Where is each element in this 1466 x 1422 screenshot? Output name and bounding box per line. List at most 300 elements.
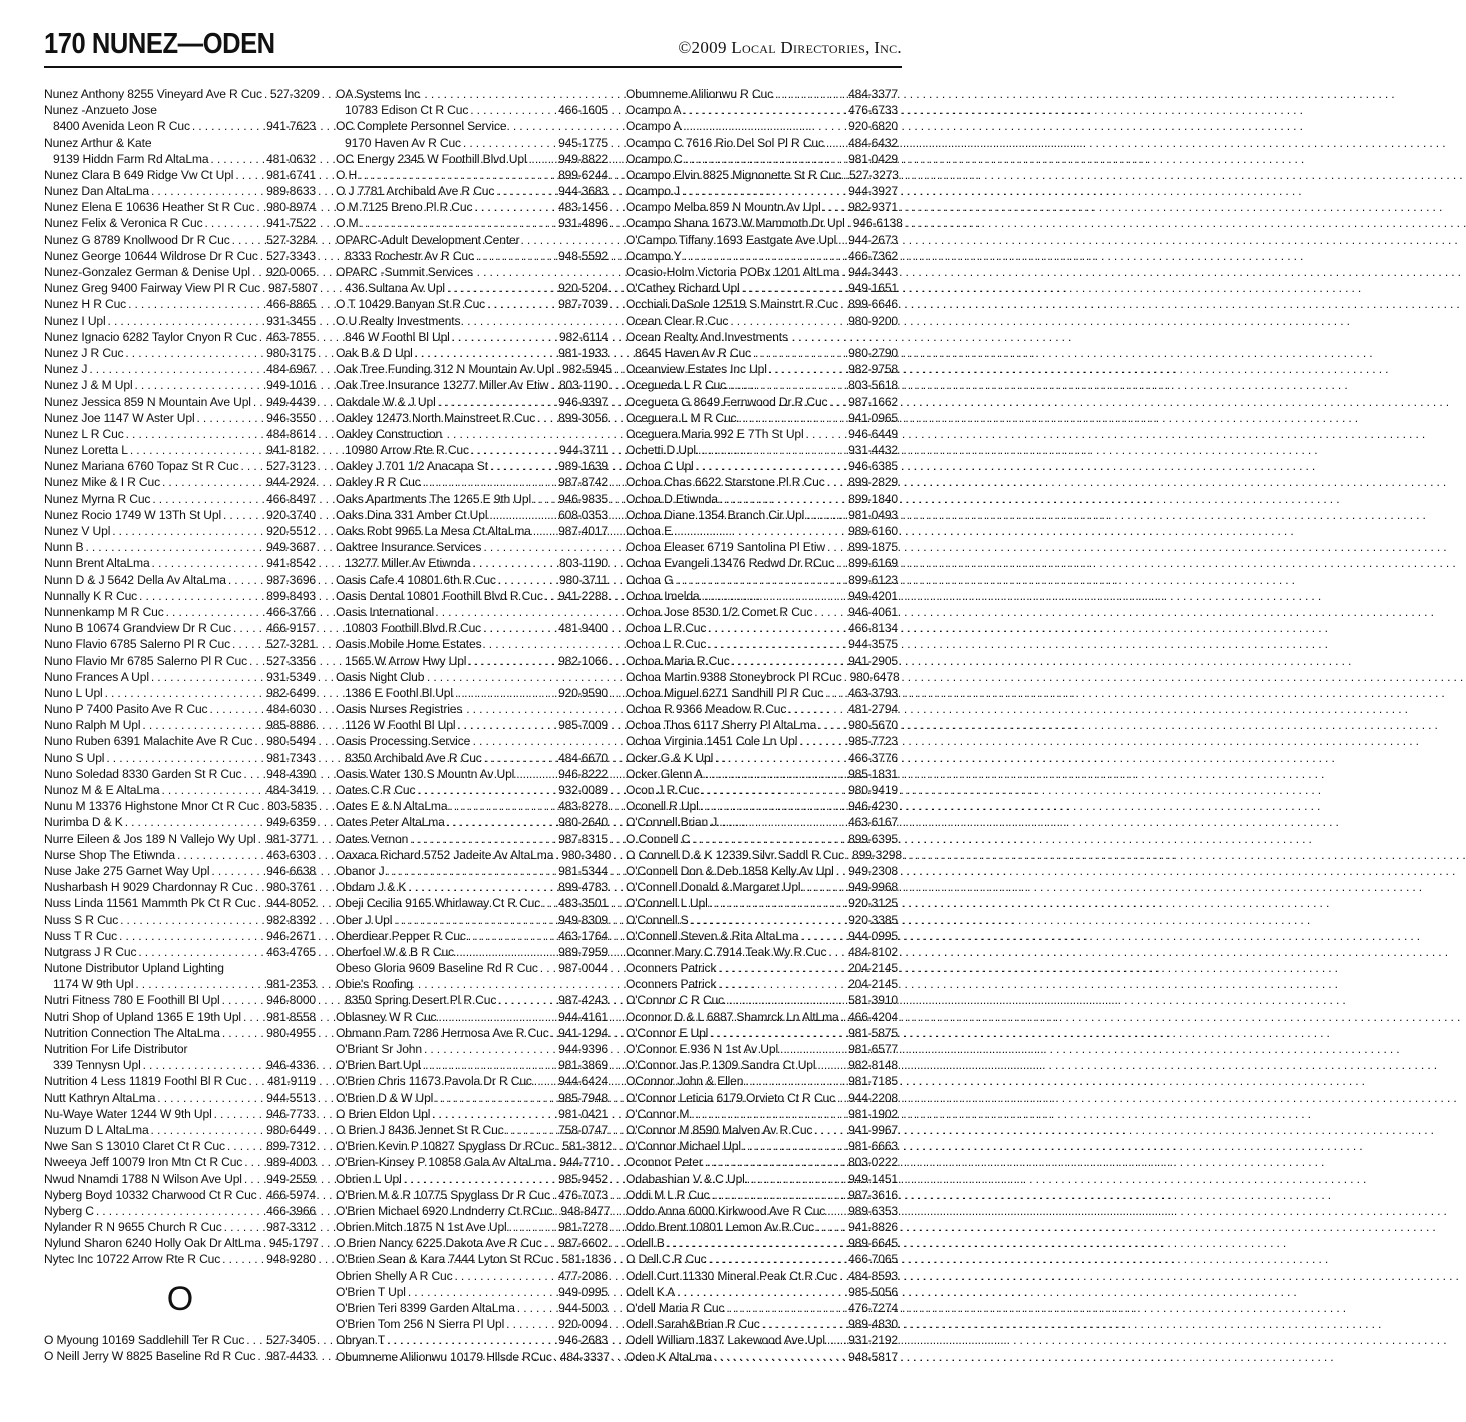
listing-entry <box>44 831 316 847</box>
listing-entry <box>44 1138 316 1154</box>
listing-entry <box>626 1122 898 1138</box>
listing-phone: 981-8558 <box>266 1009 316 1024</box>
listing-entry <box>336 847 612 863</box>
listing-entry <box>336 151 608 167</box>
listing-name: Nwe San S 13010 Claret Ct R Cuc <box>44 1139 225 1154</box>
dot-leader <box>732 653 846 669</box>
listing-entry <box>336 1009 608 1025</box>
listing-name: O'Connor C R Cuc <box>626 993 725 1008</box>
listing-phone: 527-3356 <box>266 653 316 668</box>
listing-phone: 981-1933 <box>558 345 608 360</box>
listing-entry <box>336 1316 608 1332</box>
listing-entry <box>626 1090 898 1106</box>
listing-name: Ocampo J <box>626 184 680 199</box>
listing-entry <box>626 798 898 814</box>
listing-entry <box>44 1009 316 1025</box>
listing-name: Obumneme Alilionwu 10179 Hllsde RCuc <box>336 1349 552 1364</box>
listing-entry <box>626 523 898 539</box>
listing-entry <box>336 1252 612 1268</box>
listing-name: Oaks Apartments The 1265 E 9th Upl <box>336 491 532 506</box>
listing-entry <box>626 814 898 830</box>
dot-leader <box>674 523 846 539</box>
dot-leader <box>438 1009 556 1025</box>
listing-entry <box>44 669 316 685</box>
listing-entry <box>336 1187 608 1203</box>
dot-leader <box>846 847 850 863</box>
dot-leader <box>827 539 846 555</box>
listing-phone: 476-6733 <box>848 103 898 118</box>
listing-entry <box>44 604 316 620</box>
listing-name: Oates Vernon <box>336 831 409 846</box>
dot-leader <box>244 1154 264 1170</box>
dot-leader <box>554 1203 558 1219</box>
listing-name: Ocon J R Cuc <box>626 783 700 798</box>
listing-entry <box>336 410 608 426</box>
dot-leader <box>542 895 556 911</box>
listing-entry <box>626 960 898 976</box>
listing-name: O Brien Eldon Upl <box>336 1106 431 1121</box>
listing-entry <box>626 232 898 248</box>
listing-name: O'Connor Jas P 1309 Sandra Ct Upl <box>626 1058 816 1073</box>
dot-leader <box>806 507 846 523</box>
listing-phone: 949-6359 <box>266 815 316 830</box>
listing-entry <box>626 766 898 782</box>
dot-leader <box>817 1057 846 1073</box>
dot-leader <box>142 717 264 733</box>
listing-name: Oden K AltaLma <box>626 1349 712 1364</box>
listing-name: O'Brien Tom 256 N Sierra Pl Upl <box>336 1317 505 1332</box>
listing-entry <box>44 782 316 798</box>
listing-entry <box>626 895 898 911</box>
listing-name: Nunez Myrna R Cuc <box>44 491 151 506</box>
listing-phone: 920-5204 <box>558 281 608 296</box>
dot-leader <box>166 604 264 620</box>
listing-entry <box>626 539 898 555</box>
listing-entry <box>44 264 316 280</box>
listing-phone: 944-3711 <box>558 443 608 458</box>
listing-name: Ochoa Evangeli 13476 Redwd Dr RCuc <box>626 556 834 571</box>
listing-entry <box>44 410 316 426</box>
dot-leader <box>472 555 557 571</box>
listing-name: Nutri Fitness 780 E Foothill Bl Upl <box>44 993 220 1008</box>
dot-leader <box>263 1235 267 1251</box>
dot-leader <box>498 992 556 1008</box>
listing-entry <box>336 1284 608 1300</box>
listing-phone: 608-0353 <box>558 507 608 522</box>
listing-phone: 466-8865 <box>266 297 316 312</box>
listing-name: O'Campo Tiffany 1693 Eastgate Ave Upl <box>626 232 837 247</box>
listing-phone: 948-8477 <box>560 1203 611 1218</box>
listing-name: Nunez J <box>44 362 88 377</box>
listing-name: OC Complete Personnel Service <box>336 119 507 134</box>
dot-leader <box>775 86 846 102</box>
dot-leader <box>126 426 264 442</box>
dot-leader <box>705 1154 846 1170</box>
listing-entry <box>626 1106 898 1122</box>
listing-name: O M 7125 Breno Pl R Cuc <box>336 200 473 215</box>
dot-leader <box>134 377 264 393</box>
listing-phone: 989-4003 <box>266 1155 316 1170</box>
dot-leader <box>259 1187 265 1203</box>
listing-phone: 944-3683 <box>558 184 608 199</box>
listing-entry <box>626 118 898 134</box>
dot-leader <box>359 167 556 183</box>
listing-phone: 920-3385 <box>848 912 898 927</box>
dot-leader <box>456 944 556 960</box>
listing-name: Ocampo Melba 859 N Mountn Av Upl <box>626 200 821 215</box>
listing-phone: 981-5875 <box>848 1025 898 1040</box>
listing-phone: 931-2192 <box>848 1333 898 1348</box>
listing-name: O H <box>336 167 358 182</box>
listing-phone: 481-9119 <box>266 1074 316 1089</box>
listing-name: Oakdale W & J Upl <box>336 394 436 409</box>
listing-entry <box>336 782 608 798</box>
dot-leader <box>106 750 264 766</box>
listing-phone: 987-0044 <box>558 961 608 976</box>
listing-name: Odabashian V & C Upl <box>626 1171 745 1186</box>
listing-name: Oasis International <box>336 604 434 619</box>
dot-leader <box>745 1073 846 1089</box>
listing-name: Ochoa G <box>626 572 674 587</box>
listing-name: Ochoa R 9366 Meadow R Cuc <box>626 702 787 717</box>
listing-name: Obrien Mitch 1875 N 1st Ave Upl <box>336 1220 507 1235</box>
listing-phone: 946-4061 <box>848 604 898 619</box>
listing-phone: 899-6395 <box>848 831 898 846</box>
listing-phone: 981-1902 <box>848 1106 898 1121</box>
listing-name: Oaks Robt 9965 La Mesa Ct AltaLma <box>336 524 531 539</box>
listing-phone: 481-2794 <box>848 702 898 717</box>
listing-name: Odell K A <box>626 1284 676 1299</box>
listing-phone: 985-9452 <box>558 1171 608 1186</box>
dot-leader <box>243 766 264 782</box>
listing-entry <box>44 798 316 814</box>
listing-name: Nuno Flavio 6785 Salerno Pl R Cuc <box>44 637 230 652</box>
dot-leader <box>125 814 264 830</box>
listing-entry <box>626 1138 898 1154</box>
listing-name: Oakley 12473 North Mainstreet R Cuc <box>336 410 536 425</box>
listing-entry <box>336 1332 608 1348</box>
dot-leader <box>438 394 556 410</box>
dot-leader <box>747 1171 846 1187</box>
listing-name: Oasis Nurses Registries <box>336 702 463 717</box>
dot-leader <box>151 1122 265 1138</box>
listing-name: Nuno Frances A Upl <box>44 669 149 684</box>
listing-phone: 949-2559 <box>266 1171 316 1186</box>
dot-leader <box>222 992 265 1008</box>
listing-phone: 981-6741 <box>266 167 316 182</box>
listing-entry <box>44 1122 316 1138</box>
listing-phone: 946-6138 <box>852 216 903 231</box>
listing-phone: 946-4336 <box>266 1058 316 1073</box>
listing-name: Nuno B 10674 Grandview Dr R Cuc <box>44 621 231 636</box>
listing-name: Obeji Cecilia 9165 Whirlaway Ct R Cuc <box>336 896 541 911</box>
listing-phone: 980-4955 <box>266 1025 316 1040</box>
dot-leader <box>85 539 264 555</box>
listing-phone: 944-2924 <box>266 475 316 490</box>
listing-name: O Neill Jerry W 8825 Baseline Rd R Cuc <box>44 1348 256 1363</box>
dot-leader <box>533 491 556 507</box>
dot-leader <box>423 1057 556 1073</box>
listing-name: Obeso Gloria 9609 Baseline Rd R Cuc <box>336 961 538 976</box>
listing-entry <box>626 1252 898 1268</box>
listing-phone: 941-2288 <box>558 588 608 603</box>
dot-leader <box>718 976 846 992</box>
listing-name: 1126 W Foothl Bl Upl <box>345 718 456 733</box>
dot-leader <box>120 912 264 928</box>
dot-leader <box>471 442 557 458</box>
dot-leader <box>841 1009 846 1025</box>
listing-name: O'Connor E 936 N 1st Av Upl <box>626 1042 778 1057</box>
dot-leader <box>449 798 556 814</box>
listing-phone: 944-4161 <box>558 1009 608 1024</box>
listing-name: Oconners Patrick <box>626 961 717 976</box>
listing-name: O Connell D & K 12339 Silvr Saddl R Cuc <box>626 847 844 862</box>
listing-entry <box>626 750 898 766</box>
dot-leader <box>743 1138 846 1154</box>
listing-name: Obrien L Upl <box>336 1171 402 1186</box>
listing-phone: 945-1797 <box>268 1236 319 1251</box>
dot-leader <box>556 1138 560 1154</box>
dot-leader <box>112 523 264 539</box>
dot-leader <box>232 636 264 652</box>
listing-name: Nytec Inc 10722 Arrow Rte R Cuc <box>44 1252 221 1267</box>
listing-phone: 803-0222 <box>848 1155 898 1170</box>
listing-name: Nunez J R Cuc <box>44 345 124 360</box>
listing-phone: 463-6167 <box>848 815 898 830</box>
listing-phone: 466-8134 <box>848 621 898 636</box>
listing-name: 339 Tennysn Upl <box>53 1058 141 1073</box>
listing-entry <box>336 685 608 701</box>
listing-name: Ocampo Shana 1673 W Mammoth Dr Upl <box>626 216 845 231</box>
listing-phone: 945-1775 <box>558 135 608 150</box>
listing-phone: 949-1651 <box>848 281 898 296</box>
dot-leader <box>135 976 264 992</box>
listing-name: Nunez Loretta L <box>44 443 128 458</box>
listing-name: Nutrition 4 Less 11819 Foothl Bl R Cuc <box>44 1074 247 1089</box>
listing-phone: 980-3761 <box>266 880 316 895</box>
listing-phone: 981-7278 <box>558 1220 608 1235</box>
listing-name: 10980 Arrow Rte R Cuc <box>345 443 469 458</box>
listing-entry <box>44 1090 316 1106</box>
listing-name: O'Brien Kevin P 10827 Spyglass Dr RCuc <box>336 1139 555 1154</box>
dot-leader <box>455 685 556 701</box>
listing-entry <box>44 475 316 491</box>
listing-name: Nuno S Upl <box>44 750 105 765</box>
dot-leader <box>222 1251 264 1267</box>
listing-name: Oakley Construction <box>336 426 443 441</box>
dot-leader <box>262 280 266 296</box>
listing-phone: 920-0094 <box>558 1317 608 1332</box>
listing-entry <box>626 1332 898 1348</box>
listing-entry <box>44 329 316 345</box>
listing-phone: 987-8315 <box>558 831 608 846</box>
listing-phone: 989-7959 <box>558 944 608 959</box>
listing-phone: 981-0429 <box>848 151 898 166</box>
listing-entry <box>44 394 316 410</box>
listing-entry <box>44 426 316 442</box>
listing-name: Nunez -Anzueto Jose <box>44 103 157 118</box>
listing-name: Ocampo Elvin 8825 Mignonette St R Cuc <box>626 167 841 182</box>
dot-leader <box>457 717 556 733</box>
listing-phone: 949-4201 <box>848 588 898 603</box>
listing-name: Oasis Processing Service <box>336 734 471 749</box>
listing-phone: 484-6670 <box>558 750 608 765</box>
listing-entry <box>44 555 316 571</box>
listing-name: Obmann Pam 7286 Hermosa Ave R Cuc <box>336 1025 549 1040</box>
listing-entry <box>44 377 316 393</box>
listing-entry <box>626 863 898 879</box>
listing-entry <box>626 847 902 863</box>
listing-name: Oberfoel W & B R Cuc <box>336 944 454 959</box>
listing-entry <box>626 216 903 232</box>
dot-leader <box>119 928 264 944</box>
listing-name: Nwud Nnamdi 1788 N Wilson Ave Upl <box>44 1171 242 1186</box>
listing-name: O'Connell L Upl <box>626 896 708 911</box>
listing-name: Nusharbash H 9029 Chardonnay R Cuc <box>44 880 253 895</box>
listing-name: Oak Tree Insurance 13277 Miller Av Etiw <box>336 378 549 393</box>
listing-phone: 982-9758 <box>848 362 898 377</box>
listing-entry <box>626 442 898 458</box>
listing-entry <box>336 329 608 345</box>
listing-phone: 944-5513 <box>266 1090 316 1105</box>
listing-entry <box>336 572 608 588</box>
listing-entry <box>626 475 898 491</box>
dot-leader <box>404 1171 556 1187</box>
dot-leader <box>701 782 846 798</box>
listing-name: O'Brien Chris 11673 Pavola Dr R Cuc <box>336 1074 532 1089</box>
listing-phone: 981-7185 <box>848 1074 898 1089</box>
dot-leader <box>696 458 846 474</box>
listing-entry <box>44 588 316 604</box>
listing-name: 1174 W 9th Upl <box>53 977 134 992</box>
listing-phone: 944-3927 <box>848 184 898 199</box>
listing-phone: 204-2145 <box>848 977 898 992</box>
dot-leader <box>682 183 846 199</box>
listing-entry <box>626 183 898 199</box>
listing-entry <box>336 1268 608 1284</box>
listing-entry <box>336 475 608 491</box>
listing-name: O Brien Nancy 6225 Dakota Ave R Cuc <box>336 1236 542 1251</box>
dot-leader <box>726 1300 846 1316</box>
listing-entry <box>44 361 316 377</box>
listing-name: O J 7781 Archibald Ave R Cuc <box>336 184 495 199</box>
listing-phone: 463-1764 <box>558 928 608 943</box>
listing-entry <box>626 426 898 442</box>
listing-entry <box>626 248 898 264</box>
listing-phone: 981-0421 <box>558 1106 608 1121</box>
listing-phone: 941-2905 <box>848 653 898 668</box>
dot-leader <box>470 102 556 118</box>
dot-leader <box>151 183 264 199</box>
listing-name: Ocampo A <box>626 103 682 118</box>
listing-entry <box>626 313 898 329</box>
listing-entry <box>44 248 316 264</box>
listing-name: Nuno Soledad 8330 Garden St R Cuc <box>44 766 242 781</box>
dot-leader <box>509 1219 557 1235</box>
dot-leader <box>490 458 556 474</box>
listing-column-1 <box>44 86 320 1364</box>
listing-phone: 466-4204 <box>848 1009 898 1024</box>
dot-leader <box>844 669 848 685</box>
dot-leader <box>498 572 557 588</box>
dot-leader <box>415 345 556 361</box>
dot-leader <box>125 345 264 361</box>
listing-name: Nunez Ignacio 6282 Taylor Cnyon R Cuc <box>44 329 257 344</box>
dot-leader <box>677 1284 846 1300</box>
listing-name: Nunez Clara B 649 Ridge Vw Ct Upl <box>44 167 234 182</box>
listing-entry <box>626 507 898 523</box>
listing-phone: 463-4765 <box>266 944 316 959</box>
listing-entry <box>626 879 898 895</box>
listing-phone: 980-6449 <box>266 1122 316 1137</box>
listing-name: Nunez Greg 9400 Fairway View Pl R Cuc <box>44 281 261 296</box>
listing-phone: 980-6478 <box>849 669 900 684</box>
listing-name: Oconell R Upl <box>626 799 699 814</box>
listing-name: 1565 W Arrow Hwy Upl <box>345 653 467 668</box>
listing-phone: 920-3125 <box>848 896 898 911</box>
listing-phone: 981-5344 <box>558 863 608 878</box>
listing-name: Nuse Jake 275 Garnet Way Upl <box>44 863 210 878</box>
listing-entry <box>626 361 898 377</box>
listing-phone: 899-3056 <box>558 410 608 425</box>
listing-phone: 981-6663 <box>848 1139 898 1154</box>
listing-phone: 803-1190 <box>558 378 608 393</box>
dot-leader <box>838 232 846 248</box>
dot-leader <box>691 912 847 928</box>
listing-phone: 981-6577 <box>848 1042 898 1057</box>
listing-name: Nunez G 8789 Knollwood Dr R Cuc <box>44 232 230 247</box>
listing-entry <box>336 1106 608 1122</box>
listing-name: Oddi M L R Cuc <box>626 1187 710 1202</box>
dot-leader <box>209 701 264 717</box>
listing-name: 10783 Edison Ct R Cuc <box>345 103 469 118</box>
listing-phone: 989-1639 <box>558 459 608 474</box>
listing-name: O'Brien-Kinsey P 10858 Gala Av AltaLma <box>336 1155 552 1170</box>
listing-name: Ochoa Virginia 1451 Cole Ln Upl <box>626 734 798 749</box>
dot-leader <box>152 491 264 507</box>
listing-entry <box>626 377 898 393</box>
listing-entry <box>626 394 898 410</box>
listing-phone: 466-8497 <box>266 491 316 506</box>
listing-name: Oaks Dina 331 Amber Ct Upl <box>336 507 488 522</box>
listing-phone: 987-6602 <box>558 1236 608 1251</box>
listing-entry <box>44 1235 319 1251</box>
listing-entry <box>336 232 608 248</box>
listing-name: Ochoa Jose 8530 1/2 Comet R Cuc <box>626 604 813 619</box>
listing-entry <box>336 669 608 685</box>
listing-entry <box>626 588 898 604</box>
dot-leader <box>708 636 846 652</box>
listing-phone: 948-5817 <box>848 1349 898 1364</box>
dot-leader <box>484 750 556 766</box>
dot-leader <box>139 588 264 604</box>
listing-entry <box>336 555 608 571</box>
listing-phone: 987-7039 <box>558 297 608 312</box>
dot-leader <box>714 1349 846 1365</box>
listing-name: Nunez Rocio 1749 W 13Th St Upl <box>44 507 221 522</box>
listing-phone: 466-5974 <box>266 1187 316 1202</box>
listing-name: Ocampo A <box>626 119 682 134</box>
listing-phone: 948-9280 <box>266 1252 316 1267</box>
listing-name: Ochoa Martin 9388 Stoneybrock Pl RCuc <box>626 669 842 684</box>
listing-name: Oceguera G 8649 Fernwood Dr R Cuc <box>626 394 828 409</box>
listing-name: Nu-Waye Water 1244 W 9th Upl <box>44 1106 212 1121</box>
listing-name: 10803 Foothill Blvd R Cuc <box>345 621 482 636</box>
dot-leader <box>152 555 265 571</box>
copyright-notice: ©2009 Local Directories, Inc. <box>678 38 902 57</box>
listing-entry <box>44 151 316 167</box>
dot-leader <box>474 199 556 215</box>
